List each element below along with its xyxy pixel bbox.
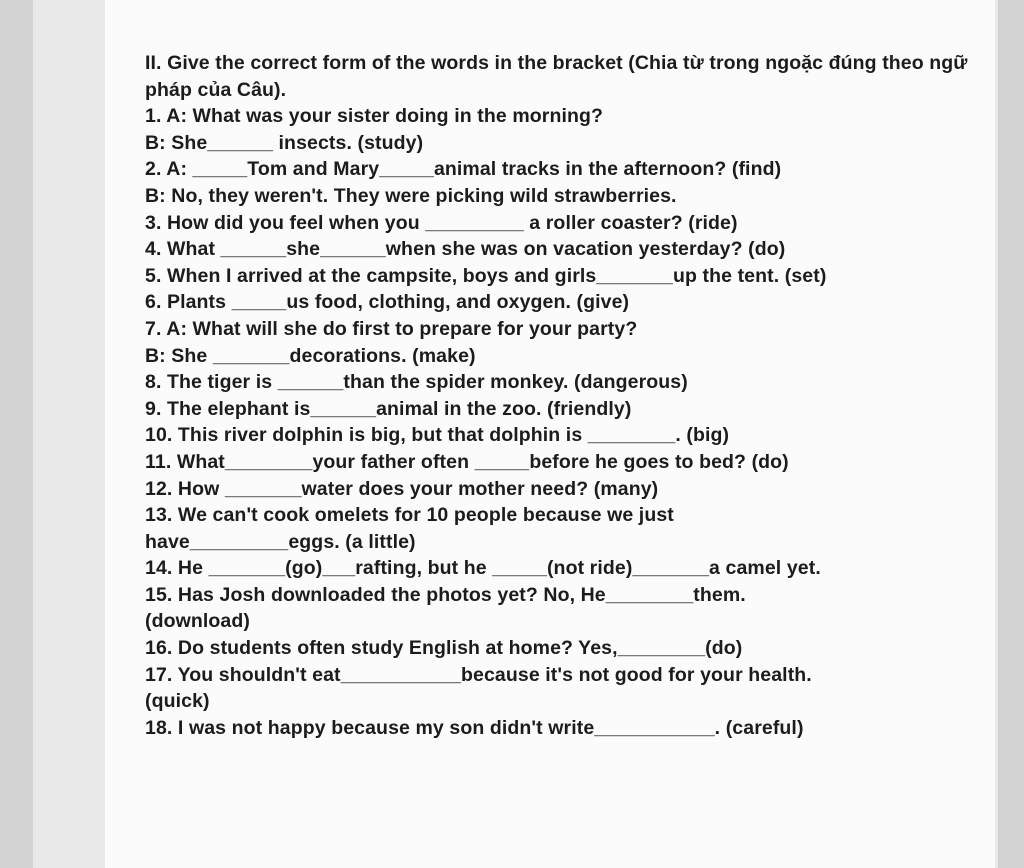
exercise-line-3: 2. A: _____Tom and Mary_____animal tracks in the afternoon? (find) [145,158,782,181]
exercise-line-8: 6. Plants _____us food, clothing, and oxygen. (give) [145,291,630,314]
exercise-line-10: B: She _______decorations. (make) [145,344,476,367]
exercise-line-14: 11. What________your father often _____before he goes to bed? (do) [145,450,789,473]
exercise-line-23: (quick) [145,690,210,713]
exercise-line-9: 7. A: What will she do first to prepare for your party? [145,317,638,340]
exercise-line-6: 4. What ______she______when she was on vacation yesterday? (do) [145,238,786,261]
exercise-line-4: B: No, they weren't. They were picking wild strawberries. [145,184,677,207]
worksheet-content [145,50,985,741]
exercise-line-19: 15. Has Josh downloaded the photos yet? No, He________them. [145,583,746,606]
exercise-line-20: (download) [145,610,250,633]
exercise-line-17: have_________eggs. (a little) [145,530,416,553]
left-gutter [0,0,33,868]
exercise-line-11: 8. The tiger is ______than the spider monkey. (dangerous) [145,371,688,394]
exercise-line-5: 3. How did you feel when you _________ a roller coaster? (ride) [145,211,738,234]
exercise-heading: II. Give the correct form of the words in the bracket (Chia từ trong ngoặc đúng theo ngữ pháp của Câu). [145,52,968,101]
exercise-line-12: 9. The elephant is______animal in the zoo. (friendly) [145,397,632,420]
exercise-line-21: 16. Do students often study English at home? Yes,________(do) [145,637,743,660]
exercise-line-18: 14. He _______(go)___rafting, but he _____(not ride)_______a camel yet. [145,557,821,580]
exercise-line-22: 17. You shouldn't eat___________because it's not good for your health. [145,663,812,686]
exercise-line-15: 12. How _______water does your mother need? (many) [145,477,659,500]
worksheet-page [105,0,995,868]
left-page-margin [33,0,105,868]
exercise-line-7: 5. When I arrived at the campsite, boys and girls_______up the tent. (set) [145,264,827,287]
exercise-line-13: 10. This river dolphin is big, but that dolphin is ________. (big) [145,424,730,447]
exercise-line-1: 1. A: What was your sister doing in the morning? [145,105,604,128]
exercise-line-16: 13. We can't cook omelets for 10 people because we just [145,504,674,527]
exercise-line-24: 18. I was not happy because my son didn't write___________. (careful) [145,716,804,739]
right-gutter [998,0,1024,868]
exercise-line-2: B: She______ insects. (study) [145,131,424,154]
